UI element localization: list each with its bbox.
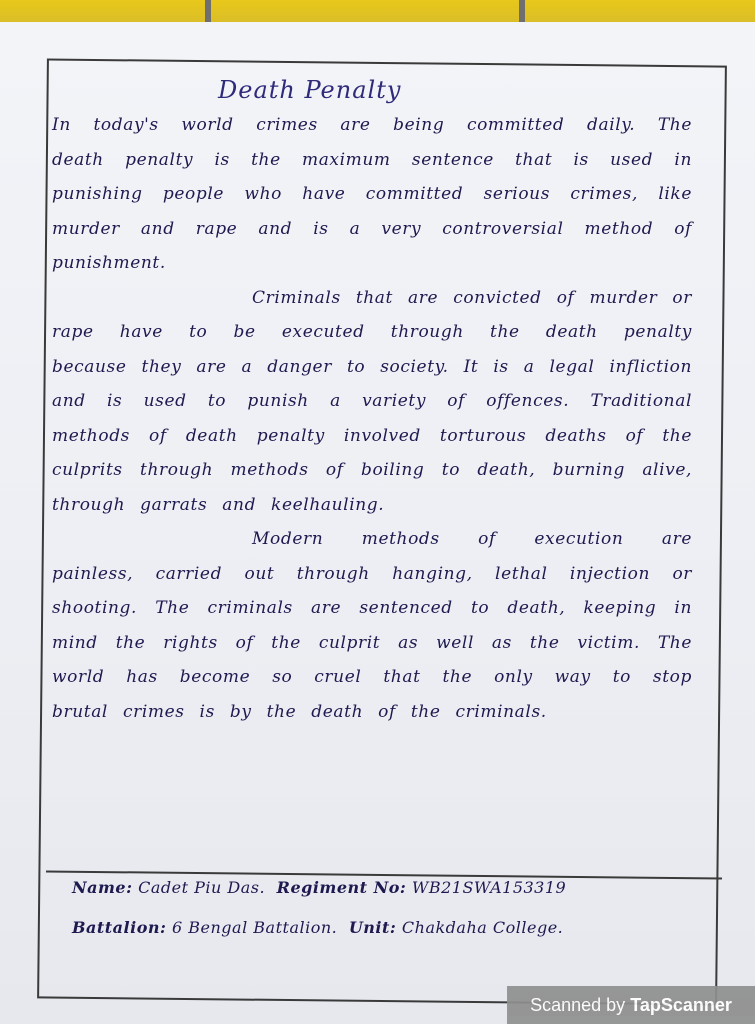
name-regiment-row xyxy=(72,868,702,908)
watermark-prefix: Scanned by xyxy=(530,995,626,1015)
battalion-unit-row xyxy=(72,908,702,948)
name-label: Name: xyxy=(72,878,133,897)
unit-value: Chakdaha College. xyxy=(401,918,564,937)
regiment-label: Regiment No: xyxy=(276,878,407,897)
document-title: Death Penalty xyxy=(218,76,402,104)
author-details xyxy=(72,868,702,948)
scanner-watermark xyxy=(507,986,755,1024)
battalion-value: 6 Bengal Battalion. xyxy=(172,918,338,937)
paragraph-3: Modern methods of execution are painless, carried out through hanging, lethal injection or shooting. The criminals are sentenced to death, keeping in mind the rights of the culprit as well as the victim. The world has become so cruel that the only way to stop brutal crimes is by the death of the criminals. xyxy=(52,529,692,722)
paragraph-1: In today's world crimes are being committed daily. The death penalty is the maximum sentence that is used in punishing people who have committed serious crimes, like murder and rape and is a very controversial method of punishment. xyxy=(52,115,692,273)
regiment-value: WB21SWA153319 xyxy=(411,878,567,897)
watermark-brand: TapScanner xyxy=(630,995,732,1015)
essay-body xyxy=(52,108,692,729)
paragraph-2: Criminals that are convicted of murder or rape have to be executed through the death penalty because they are a danger to society. It is a legal infliction and is used to punish a variety of offences. Traditional methods of death penalty involved torturous deaths of the culprits through methods of boiling to death, burning alive, through garrats and keelhauling. xyxy=(52,287,692,515)
name-value: Cadet Piu Das. xyxy=(138,878,266,897)
battalion-label: Battalion: xyxy=(72,918,167,937)
unit-label: Unit: xyxy=(348,918,397,937)
